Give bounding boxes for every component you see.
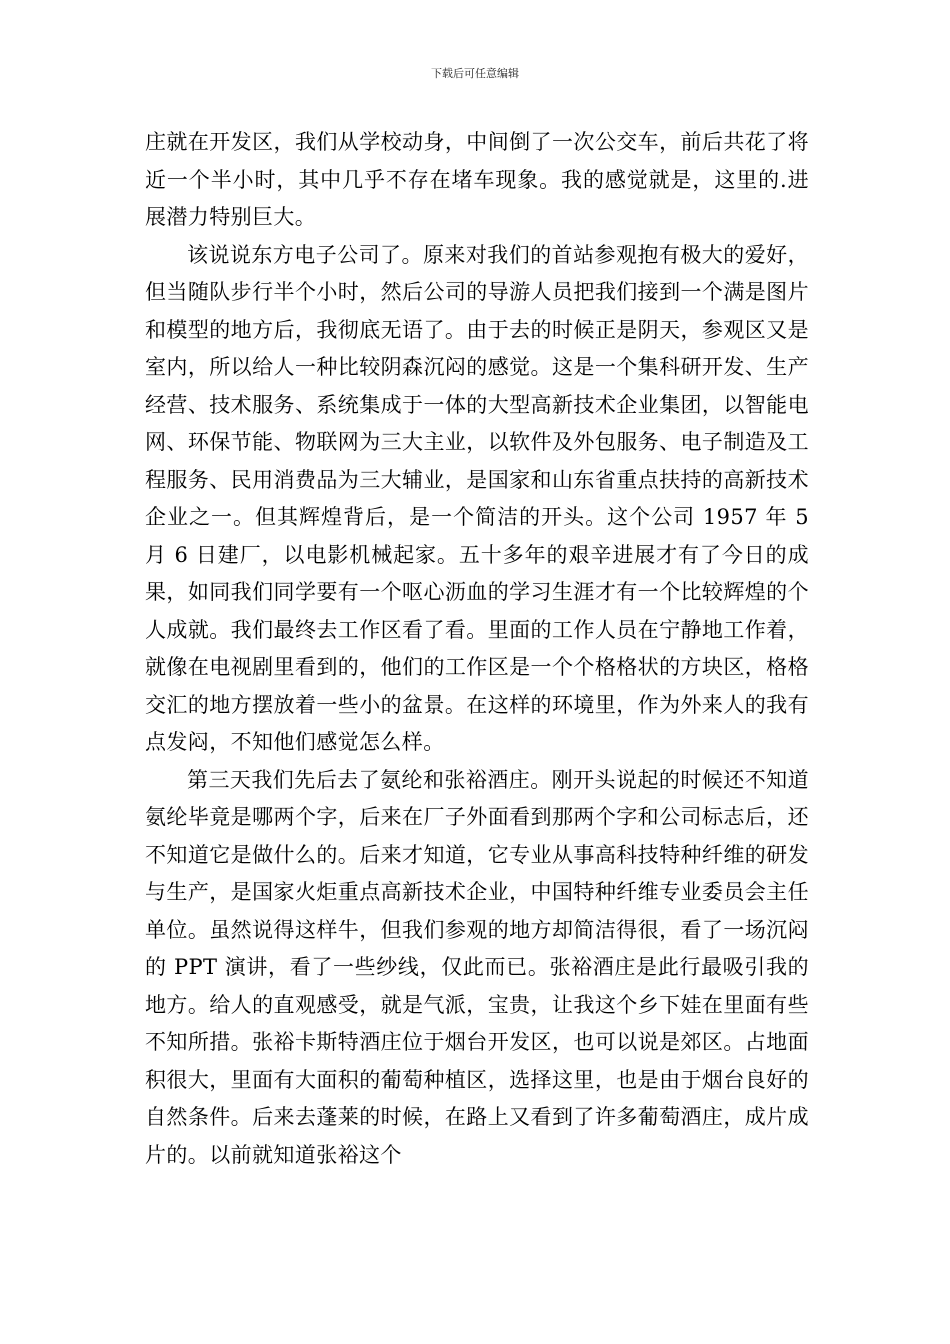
page-header: 下载后可任意编辑 xyxy=(431,67,519,80)
paragraph-2: 该说说东方电子公司了。原来对我们的首站参观抱有极大的爱好，但当随队步行半个小时，然后公司的导游人员把我们接到一个满是图片和模型的地方后，我彻底无语了。由于去的时候正是阴天，参观区又是室内，所以给人一种比较阴森沉闷的感觉。这是一个集科研开发、生产经营、技术服务、系统集成于一体的大型高新技术企业集团，以智能电网、环保节能、物联网为三大主业，以软件及外包服务、电子制造及工程服务、民用消费品为三大辅业，是国家和山东省重点扶持的高新技术企业之一。但其辉煌背后，是一个简洁的开头。这个公司 1957 年 5 月 6 日建厂，以电影机械起家。五十多年的艰辛进展才有了今日的成果，如同我们同学要有一个呕心沥血的学习生涯才有一个比较辉煌的个人成就。我们最终去工作区看了看。里面的工作人员在宁静地工作着，就像在电视剧里看到的，他们的工作区是一个个格格状的方块区，格格交汇的地方摆放着一些小的盆景。在这样的环境里，作为外来人的我有点发闷，不知他们感觉怎么样。 xyxy=(145,242,809,754)
paragraph-1: 庄就在开发区，我们从学校动身，中间倒了一次公交车，前后共花了将近一个半小时，其中几乎不存在堵车现象。我的感觉就是，这里的.进展潜力特别巨大。 xyxy=(145,130,809,229)
paragraph-3: 第三天我们先后去了氨纶和张裕酒庄。刚开头说起的时候还不知道氨纶毕竟是哪两个字，后来在厂子外面看到那两个字和公司标志后，还不知道它是做什么的。后来才知道，它专业从事高科技特种纤维的研发与生产，是国家火炬重点高新技术企业，中国特种纤维专业委员会主任单位。虽然说得这样牛，但我们参观的地方却简洁得很，看了一场沉闷的 PPT 演讲，看了一些纱线，仅此而已。张裕酒庄是此行最吸引我的地方。给人的直观感受，就是气派，宝贵，让我这个乡下娃在里面有些不知所措。张裕卡斯特酒庄位于烟台开发区，也可以说是郊区。占地面积很大，里面有大面积的葡萄种植区，选择这里，也是由于烟台良好的自然条件。后来去蓬莱的时候，在路上又看到了许多葡萄酒庄，成片成片的。以前就知道张裕这个 xyxy=(145,767,809,1167)
document-body xyxy=(145,124,809,1174)
